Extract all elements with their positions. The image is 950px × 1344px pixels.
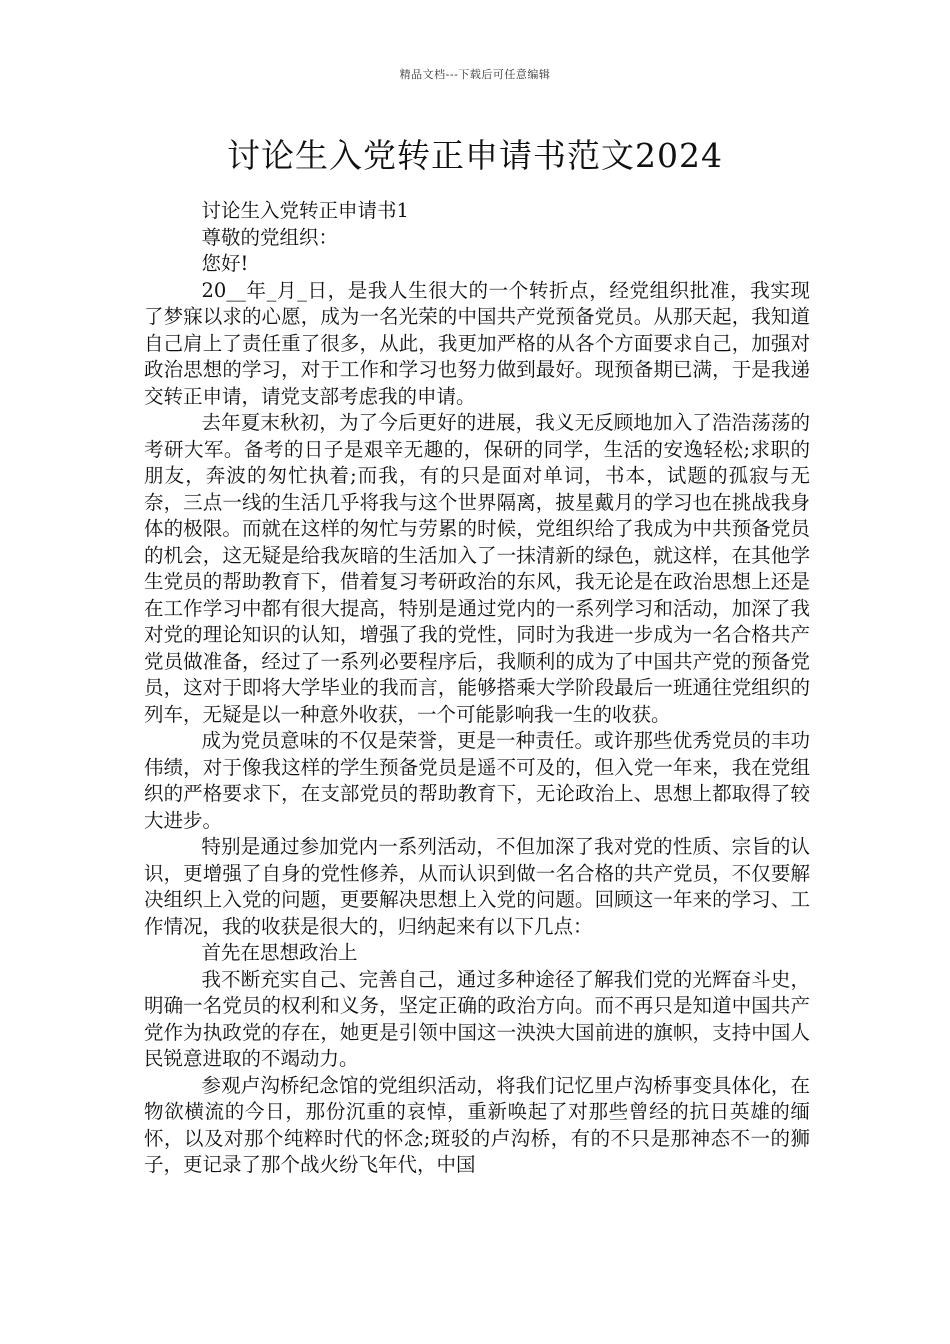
greeting: 您好! [201, 252, 249, 275]
document-body [144, 198, 810, 1179]
paragraph-5: 我不断充实自己、完善自己，通过多种途径了解我们党的光辉奋斗史，明确一名党员的权利和义务，坚定正确的政治方向。而不再只是知道中国共产党作为执政党的存在，她更是引领中国这一泱泱大国前进的旗帜，支持中国人民锐意进取的不竭动力。 [144, 967, 810, 1070]
salutation: 尊敬的党组织： [201, 225, 339, 249]
page-header-note: 精品文档---下载后可任意编辑 [399, 68, 551, 81]
paragraph-4: 特别是通过参加党内一系列活动，不但加深了我对党的性质、宗旨的认识，更增强了自身的党性修养，从而认识到做一名合格的共产党员，不仅要解决组织上入党的问题，更要解决思想上入党的问题。回顾这一年来的学习、工作情况，我的收获是很大的，归纳起来有以下几点： [144, 835, 810, 938]
paragraph-3: 成为党员意味的不仅是荣誉，更是一种责任。或许那些优秀党员的丰功伟绩，对于像我这样的学生预备党员是遥不可及的，但入党一年来，我在党组织的严格要求下，在支部党员的帮助教育下，无论政治上、思想上都取得了较大进步。 [144, 729, 810, 832]
paragraph-1: 20__年_月_日，是我人生很大的一个转折点，经党组织批准，我实现了梦寐以求的心愿，成为一名光荣的中国共产党预备党员。从那天起，我知道自己肩上了责任重了很多，从此，我更加严格的从各个方面要求自己，加强对政治思想的学习，对于工作和学习也努力做到最好。现预备期已满，于是我递交转正申请，请党支部考虑我的申请。 [144, 278, 810, 408]
document-subtitle: 讨论生入党转正申请书1 [201, 199, 409, 222]
document-title: 讨论生入党转正申请书范文2024 [227, 136, 723, 175]
paragraph-6: 参观卢沟桥纪念馆的党组织活动，将我们记忆里卢沟桥事变具体化，在物欲横流的今日，那份沉重的哀悼，重新唤起了对那些曾经的抗日英雄的缅怀，以及对那个纯粹时代的怀念;斑驳的卢沟桥，有的不只是那神态不一的狮子，更记录了那个战火纷飞年代，中国 [144, 1073, 810, 1176]
section-heading-ideology: 首先在思想政治上 [201, 941, 358, 964]
paragraph-2: 去年夏末秋初，为了今后更好的进展，我义无反顾地加入了浩浩荡荡的考研大军。备考的日子是艰辛无趣的，保研的同学，生活的安逸轻松;求职的朋友，奔波的匆忙执着;而我，有的只是面对单词，书本，试题的孤寂与无奈，三点一线的生活几乎将我与这个世界隔离，披星戴月的学习也在挑战我身体的极限。而就在这样的匆忙与劳累的时候，党组织给了我成为中共预备党员的机会，这无疑是给我灰暗的生活加入了一抹清新的绿色，就这样，在其他学生党员的帮助教育下，借着复习考研政治的东风，我无论是在政治思想上还是在工作学习中都有很大提高，特别是通过党内的一系列学习和活动，加深了我对党的理论知识的认知，增强了我的党性，同时为我进一步成为一名合格共产党员做准备，经过了一系列必要程序后，我顺利的成为了中国共产党的预备党员，这对于即将大学毕业的我而言，能够搭乘大学阶段最后一班通往党组织的列车，无疑是以一种意外收获，一个可能影响我一生的收获。 [144, 411, 810, 726]
